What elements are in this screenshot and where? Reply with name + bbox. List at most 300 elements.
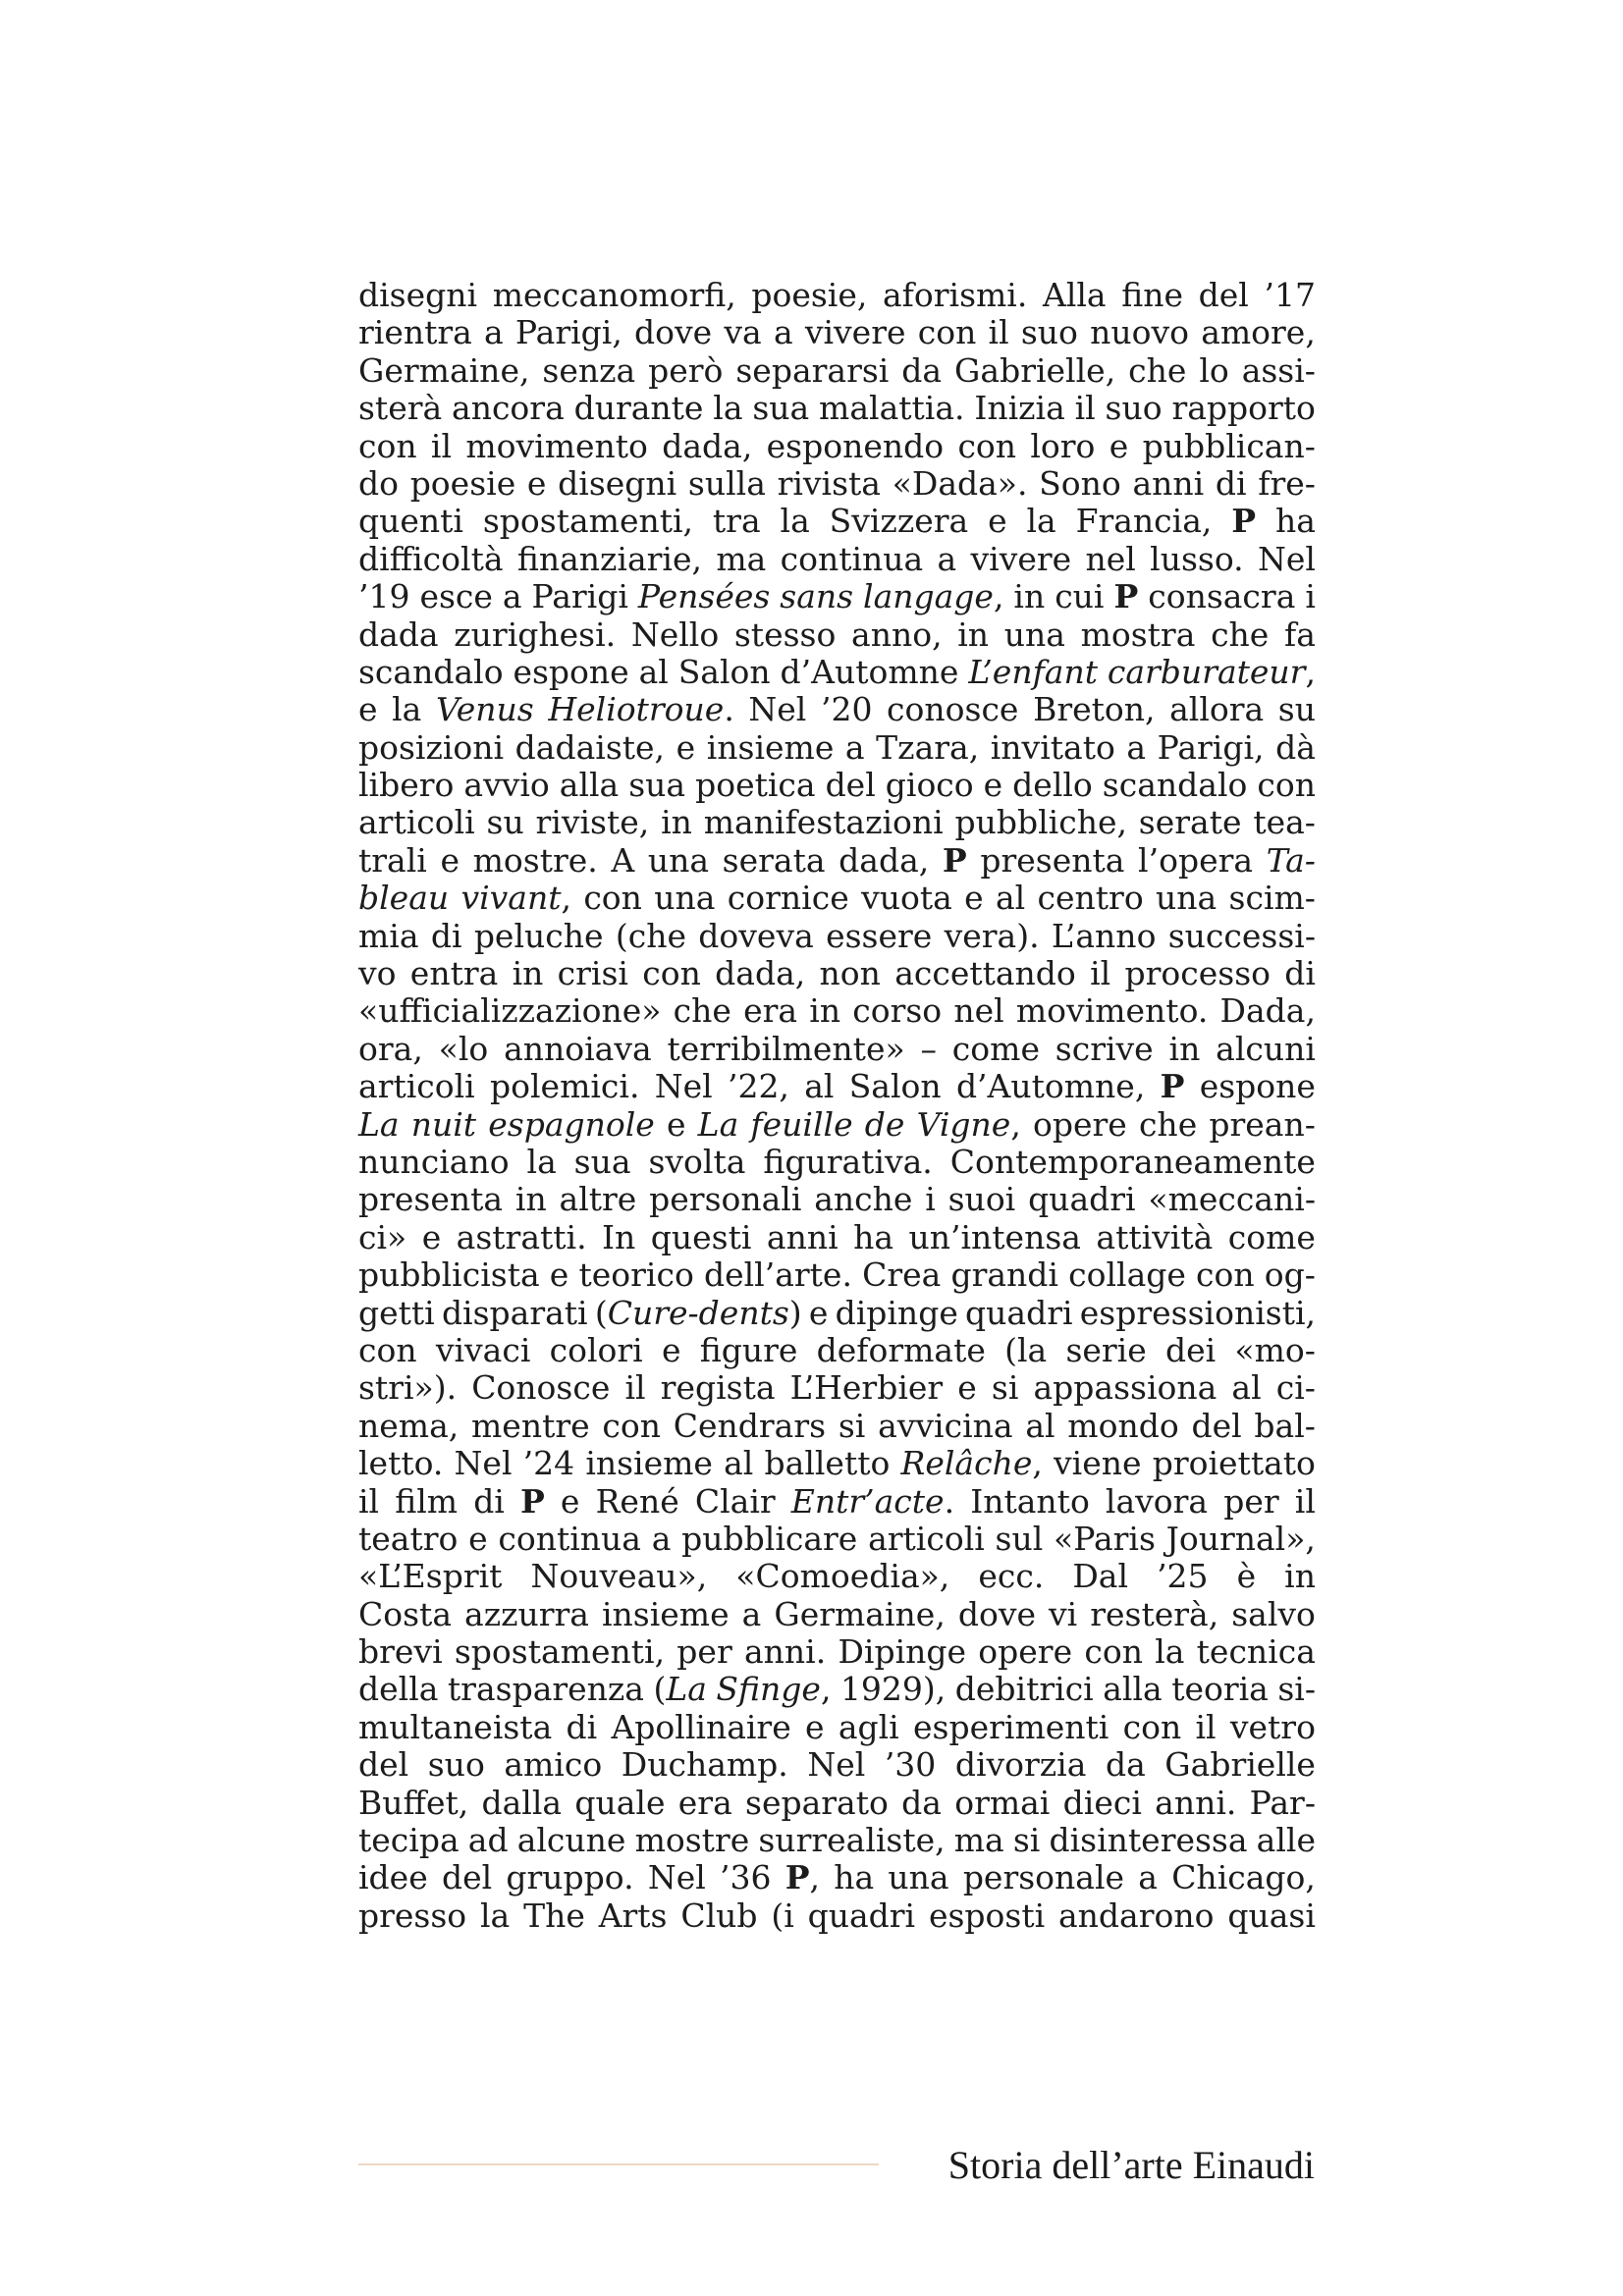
text-run: sulla bbox=[687, 463, 766, 503]
text-run: Alla bbox=[1042, 276, 1107, 314]
word bbox=[504, 1746, 602, 1784]
italic-run: Cure-dents bbox=[607, 1293, 789, 1332]
text-line bbox=[358, 1408, 1316, 1445]
word bbox=[428, 1746, 485, 1784]
text-run: personali bbox=[649, 1180, 802, 1219]
text-run: mostra bbox=[1080, 614, 1196, 654]
word bbox=[1016, 992, 1208, 1030]
word bbox=[839, 1408, 866, 1445]
text-run: allora bbox=[1169, 690, 1265, 729]
word bbox=[707, 729, 835, 767]
word bbox=[713, 390, 742, 427]
text-run: ma bbox=[716, 539, 767, 578]
word bbox=[826, 767, 876, 804]
text-line bbox=[358, 428, 1316, 465]
word bbox=[358, 654, 504, 691]
word bbox=[503, 578, 522, 615]
text-line bbox=[358, 1068, 1316, 1105]
text-run: anno, bbox=[851, 614, 943, 654]
word bbox=[488, 1106, 655, 1144]
word bbox=[681, 1521, 857, 1558]
text-run: dove bbox=[957, 1594, 1036, 1633]
text-run: Svizzera bbox=[829, 502, 969, 541]
text-line bbox=[358, 314, 1316, 351]
word bbox=[758, 1822, 945, 1859]
word bbox=[515, 1181, 547, 1218]
text-run: Germaine, bbox=[358, 350, 530, 390]
word bbox=[917, 1106, 1021, 1144]
text-run: Dal bbox=[1072, 1557, 1129, 1596]
text-run: e bbox=[676, 727, 696, 767]
text-run: serate bbox=[1138, 803, 1242, 842]
word bbox=[527, 465, 547, 503]
word bbox=[436, 691, 534, 728]
text-run: Inizia bbox=[974, 389, 1065, 428]
word bbox=[648, 1144, 745, 1181]
text-run: dà bbox=[1275, 727, 1316, 767]
word bbox=[1123, 1709, 1182, 1746]
text-run: e bbox=[468, 1519, 488, 1558]
text-run: finanziarie, bbox=[516, 539, 702, 578]
text-run: con bbox=[1196, 1255, 1255, 1295]
text-run: personale bbox=[962, 1858, 1125, 1897]
word bbox=[1200, 1068, 1316, 1105]
word bbox=[411, 1106, 476, 1144]
text-run: do bbox=[358, 463, 399, 503]
word bbox=[957, 428, 1016, 465]
word bbox=[358, 1144, 510, 1181]
word bbox=[678, 654, 771, 691]
text-run: Conosce bbox=[471, 1368, 611, 1408]
word bbox=[651, 1219, 752, 1256]
text-run: a bbox=[1126, 727, 1147, 767]
text-run: di bbox=[566, 1707, 598, 1746]
text-run: si- bbox=[1277, 1670, 1316, 1709]
text-run: dadaiste, bbox=[514, 727, 666, 767]
text-run: quadri bbox=[807, 1896, 916, 1935]
text-run: L’anno bbox=[1051, 916, 1157, 955]
word bbox=[634, 314, 712, 351]
word bbox=[567, 1709, 598, 1746]
text-run: senza bbox=[542, 350, 636, 390]
text-line bbox=[358, 1256, 1316, 1294]
text-run: multaneista bbox=[358, 1707, 553, 1746]
italic-run: carburateur bbox=[1107, 652, 1306, 691]
word bbox=[1043, 277, 1107, 314]
text-run: viene bbox=[1054, 1444, 1142, 1483]
text-run: disparati bbox=[441, 1293, 588, 1332]
text-run: altre bbox=[559, 1180, 637, 1219]
word bbox=[839, 842, 929, 880]
text-run: ma bbox=[953, 1821, 1004, 1860]
text-run: e bbox=[358, 690, 378, 729]
word bbox=[1106, 1483, 1208, 1521]
italic-run: Sfinge bbox=[716, 1670, 821, 1709]
text-run: continua bbox=[780, 539, 924, 578]
text-run: scandalo bbox=[358, 652, 504, 691]
text-run: presenta bbox=[358, 1180, 504, 1219]
text-line bbox=[358, 1897, 1316, 1935]
text-run: Nouveau», bbox=[530, 1557, 708, 1596]
word bbox=[358, 1408, 459, 1445]
text-run: aforismi. bbox=[883, 276, 1028, 314]
word bbox=[358, 804, 475, 841]
text-run: da bbox=[1105, 1745, 1146, 1785]
word bbox=[1265, 277, 1316, 314]
word bbox=[1305, 578, 1316, 615]
word bbox=[1148, 1181, 1316, 1218]
text-run: disinteressa bbox=[1049, 1821, 1248, 1860]
text-run: stri»). bbox=[358, 1368, 458, 1408]
word bbox=[622, 1746, 788, 1784]
text-run: esperimenti bbox=[913, 1707, 1109, 1746]
word bbox=[1039, 465, 1121, 503]
word bbox=[839, 1709, 899, 1746]
word bbox=[744, 1633, 826, 1671]
text-run: figure bbox=[699, 1330, 798, 1369]
text-run: in bbox=[661, 803, 692, 842]
text-run: , bbox=[993, 577, 1004, 616]
text-run: nel bbox=[953, 991, 1004, 1031]
text-run: successi- bbox=[1167, 916, 1316, 955]
text-run: che bbox=[1138, 1104, 1198, 1144]
text-run: amore, bbox=[1201, 313, 1316, 352]
word bbox=[996, 880, 1025, 917]
text-run: accettando bbox=[894, 954, 1076, 993]
word bbox=[698, 1106, 739, 1144]
text-run: mia bbox=[358, 916, 419, 955]
word bbox=[1054, 1521, 1156, 1558]
word bbox=[628, 767, 685, 804]
text-run: suo bbox=[1020, 313, 1078, 352]
word bbox=[358, 1822, 460, 1859]
text-run: spostamenti, bbox=[454, 1632, 666, 1672]
word bbox=[723, 842, 826, 880]
italic-run: bleau bbox=[358, 879, 450, 918]
text-run: con bbox=[358, 426, 417, 465]
text-run: quale bbox=[574, 1783, 666, 1822]
text-run: debitrici bbox=[954, 1670, 1094, 1709]
text-run: e bbox=[666, 1104, 686, 1144]
word bbox=[1081, 616, 1196, 654]
word bbox=[1063, 1785, 1142, 1822]
word bbox=[1265, 1256, 1316, 1294]
text-run: in bbox=[1013, 577, 1046, 616]
text-run: astratti. bbox=[456, 1217, 587, 1256]
text-run: rapporto bbox=[1171, 389, 1316, 428]
text-run: di bbox=[430, 916, 462, 955]
word bbox=[1113, 578, 1138, 615]
word bbox=[955, 804, 1128, 841]
text-line bbox=[358, 729, 1316, 767]
word bbox=[819, 390, 964, 427]
word bbox=[1038, 880, 1144, 917]
word bbox=[838, 1633, 966, 1671]
text-run: manifestazioni bbox=[703, 803, 944, 842]
italic-run: La bbox=[666, 1670, 707, 1709]
text-line bbox=[358, 1483, 1316, 1521]
text-line bbox=[358, 1785, 1316, 1822]
footer-title: Storia dell’arte Einaudi bbox=[947, 2143, 1315, 2187]
text-line bbox=[358, 1746, 1316, 1784]
word bbox=[358, 277, 477, 314]
word bbox=[704, 804, 944, 841]
text-run: dove bbox=[634, 313, 713, 352]
word bbox=[989, 314, 1009, 351]
word bbox=[358, 390, 442, 427]
word bbox=[1157, 1558, 1208, 1595]
word bbox=[440, 842, 460, 880]
word bbox=[532, 578, 628, 615]
text-run: e bbox=[526, 463, 547, 503]
text-run: idee bbox=[358, 1858, 428, 1897]
italic-run: Vigne bbox=[916, 1104, 1011, 1144]
word bbox=[748, 691, 806, 728]
word bbox=[464, 1596, 589, 1633]
word bbox=[602, 1408, 661, 1445]
text-run: centro bbox=[1037, 879, 1144, 918]
text-run: gruppo. bbox=[506, 1858, 634, 1897]
word bbox=[358, 1859, 428, 1896]
text-run: «L’Esprit bbox=[358, 1557, 503, 1596]
word bbox=[901, 1445, 1043, 1482]
word bbox=[517, 541, 702, 578]
word bbox=[468, 1521, 488, 1558]
text-run: vera). bbox=[944, 916, 1040, 955]
word bbox=[480, 1897, 510, 1935]
text-run: sua bbox=[752, 389, 810, 428]
text-run: con bbox=[642, 954, 701, 993]
text-run: fine bbox=[1121, 276, 1184, 314]
word bbox=[1090, 1596, 1218, 1633]
text-run: al bbox=[995, 879, 1026, 918]
word bbox=[1138, 842, 1253, 880]
word bbox=[908, 1219, 1080, 1256]
text-run: nuovo bbox=[1090, 313, 1189, 352]
text-run: su bbox=[1277, 690, 1316, 729]
text-run: Chicago, bbox=[1171, 1858, 1316, 1897]
word bbox=[455, 1633, 665, 1671]
text-line bbox=[358, 691, 1316, 728]
text-run: «lo bbox=[438, 1029, 489, 1068]
text-run: per bbox=[676, 1632, 732, 1672]
text-line bbox=[358, 1633, 1316, 1671]
text-run: come bbox=[951, 1029, 1040, 1068]
word bbox=[1148, 578, 1295, 615]
text-run: nel bbox=[1085, 539, 1136, 578]
word bbox=[704, 1256, 852, 1294]
word bbox=[715, 955, 805, 992]
italic-run: langage bbox=[863, 577, 994, 616]
text-line bbox=[358, 1369, 1316, 1407]
text-run: in bbox=[512, 954, 544, 993]
text-run: per bbox=[1223, 1481, 1279, 1521]
text-run: opere bbox=[1032, 1104, 1127, 1144]
text-run: balletto bbox=[764, 1444, 891, 1483]
text-run: come bbox=[1227, 1217, 1316, 1256]
word bbox=[1156, 880, 1217, 917]
word bbox=[358, 767, 454, 804]
text-run: Germaine, bbox=[774, 1594, 946, 1633]
word bbox=[602, 1219, 635, 1256]
text-run: non bbox=[819, 954, 881, 993]
footer-rule bbox=[358, 2163, 879, 2165]
word bbox=[358, 1031, 423, 1068]
text-line bbox=[358, 1596, 1316, 1633]
word bbox=[809, 992, 840, 1030]
word bbox=[558, 955, 628, 992]
text-run: essere bbox=[826, 916, 933, 955]
word bbox=[1030, 428, 1095, 465]
word bbox=[1250, 1785, 1316, 1822]
word bbox=[700, 1332, 798, 1369]
text-run: dada, bbox=[715, 954, 806, 993]
word bbox=[820, 955, 881, 992]
text-line bbox=[358, 1822, 1316, 1859]
word bbox=[978, 1558, 1044, 1595]
word bbox=[358, 1558, 502, 1595]
text-run: la bbox=[780, 502, 810, 541]
word bbox=[716, 1671, 831, 1708]
text-run: era bbox=[677, 1783, 732, 1822]
text-run: svolta bbox=[648, 1142, 746, 1181]
word bbox=[821, 691, 872, 728]
text-run: di bbox=[473, 1481, 505, 1521]
text-run: suo bbox=[1105, 389, 1163, 428]
italic-run: espagnole bbox=[488, 1104, 655, 1144]
text-run: e bbox=[983, 766, 1003, 805]
text-line bbox=[358, 1144, 1316, 1181]
text-line bbox=[358, 918, 1316, 955]
word bbox=[720, 1859, 771, 1896]
word bbox=[639, 654, 669, 691]
word bbox=[1096, 1219, 1213, 1256]
word bbox=[728, 1068, 789, 1105]
word bbox=[734, 616, 836, 654]
text-run: il bbox=[1195, 1707, 1217, 1746]
text-run: og- bbox=[1264, 1255, 1316, 1295]
word bbox=[395, 1483, 458, 1521]
word bbox=[849, 1068, 942, 1105]
word bbox=[667, 1106, 686, 1144]
text-run: Cendrars bbox=[673, 1406, 827, 1445]
text-run: a bbox=[484, 313, 504, 352]
word bbox=[953, 992, 1003, 1030]
text-run: , bbox=[1305, 652, 1316, 691]
text-run: d’Automne bbox=[780, 652, 959, 691]
word bbox=[1076, 503, 1213, 540]
word bbox=[1068, 1256, 1186, 1294]
text-run: la bbox=[480, 1896, 511, 1935]
word bbox=[1086, 541, 1136, 578]
text-run: Costa bbox=[358, 1594, 452, 1633]
word bbox=[574, 1144, 631, 1181]
text-run: nema, bbox=[358, 1406, 460, 1445]
text-run: presenta bbox=[980, 840, 1125, 880]
text-run: trasparenza bbox=[447, 1670, 644, 1709]
text-run: alle bbox=[1256, 1821, 1316, 1860]
word bbox=[471, 1408, 590, 1445]
word bbox=[422, 1219, 442, 1256]
word bbox=[487, 804, 524, 841]
text-run: salvo bbox=[1231, 1594, 1316, 1633]
word bbox=[767, 1219, 839, 1256]
word bbox=[1103, 767, 1248, 804]
text-line bbox=[358, 1558, 1316, 1595]
text-run: ’25 bbox=[1157, 1557, 1209, 1596]
text-run: divorzia bbox=[954, 1745, 1087, 1785]
text-run: una bbox=[1156, 879, 1217, 918]
word bbox=[1216, 1031, 1316, 1068]
word bbox=[358, 842, 427, 880]
word bbox=[929, 1897, 1045, 1935]
word bbox=[1033, 1106, 1127, 1144]
word bbox=[436, 1332, 531, 1369]
word bbox=[1166, 1521, 1316, 1558]
text-run: dada, bbox=[839, 840, 930, 880]
italic-run: vivant bbox=[460, 879, 562, 918]
text-line bbox=[358, 465, 1316, 503]
word bbox=[1237, 1558, 1257, 1595]
word bbox=[1028, 1181, 1136, 1218]
word bbox=[862, 1256, 941, 1294]
word bbox=[392, 691, 421, 728]
text-line bbox=[358, 541, 1316, 578]
text-run: movimento bbox=[465, 426, 648, 465]
word bbox=[1254, 1408, 1316, 1445]
text-run: insieme bbox=[706, 727, 835, 767]
text-run: sua bbox=[628, 766, 686, 805]
text-run: Journal», bbox=[1165, 1519, 1316, 1558]
word bbox=[642, 955, 701, 992]
word bbox=[1108, 654, 1316, 691]
text-run: scrive bbox=[1055, 1029, 1154, 1068]
text-run: lavora bbox=[1105, 1481, 1209, 1521]
text-run: che bbox=[1211, 614, 1270, 654]
word bbox=[1075, 390, 1096, 427]
text-line bbox=[358, 352, 1316, 390]
text-run: lusso. bbox=[1150, 539, 1244, 578]
word bbox=[358, 1633, 443, 1671]
text-run: , bbox=[561, 879, 571, 918]
text-run: anche bbox=[814, 1180, 913, 1219]
word bbox=[984, 767, 1003, 804]
word bbox=[527, 1144, 557, 1181]
word bbox=[957, 616, 989, 654]
word bbox=[578, 1256, 693, 1294]
text-run: trali bbox=[358, 840, 427, 880]
word bbox=[1242, 352, 1316, 390]
word bbox=[1195, 1709, 1216, 1746]
text-line bbox=[358, 1031, 1316, 1068]
text-run: cui bbox=[1055, 577, 1105, 616]
word bbox=[548, 691, 733, 728]
word bbox=[1258, 541, 1316, 578]
text-run: poesie, bbox=[751, 276, 868, 314]
text-run: ecc. bbox=[978, 1557, 1045, 1596]
word bbox=[885, 1746, 936, 1784]
text-run: letto. bbox=[358, 1444, 444, 1483]
text-run: insieme bbox=[601, 1594, 730, 1633]
text-run: il bbox=[1074, 389, 1096, 428]
text-run: con bbox=[583, 879, 642, 918]
text-run: il bbox=[624, 1368, 646, 1408]
word bbox=[893, 465, 1028, 503]
word bbox=[830, 503, 969, 540]
word bbox=[661, 1369, 776, 1407]
text-run: si bbox=[1012, 1821, 1041, 1860]
text-run: una bbox=[1003, 614, 1065, 654]
